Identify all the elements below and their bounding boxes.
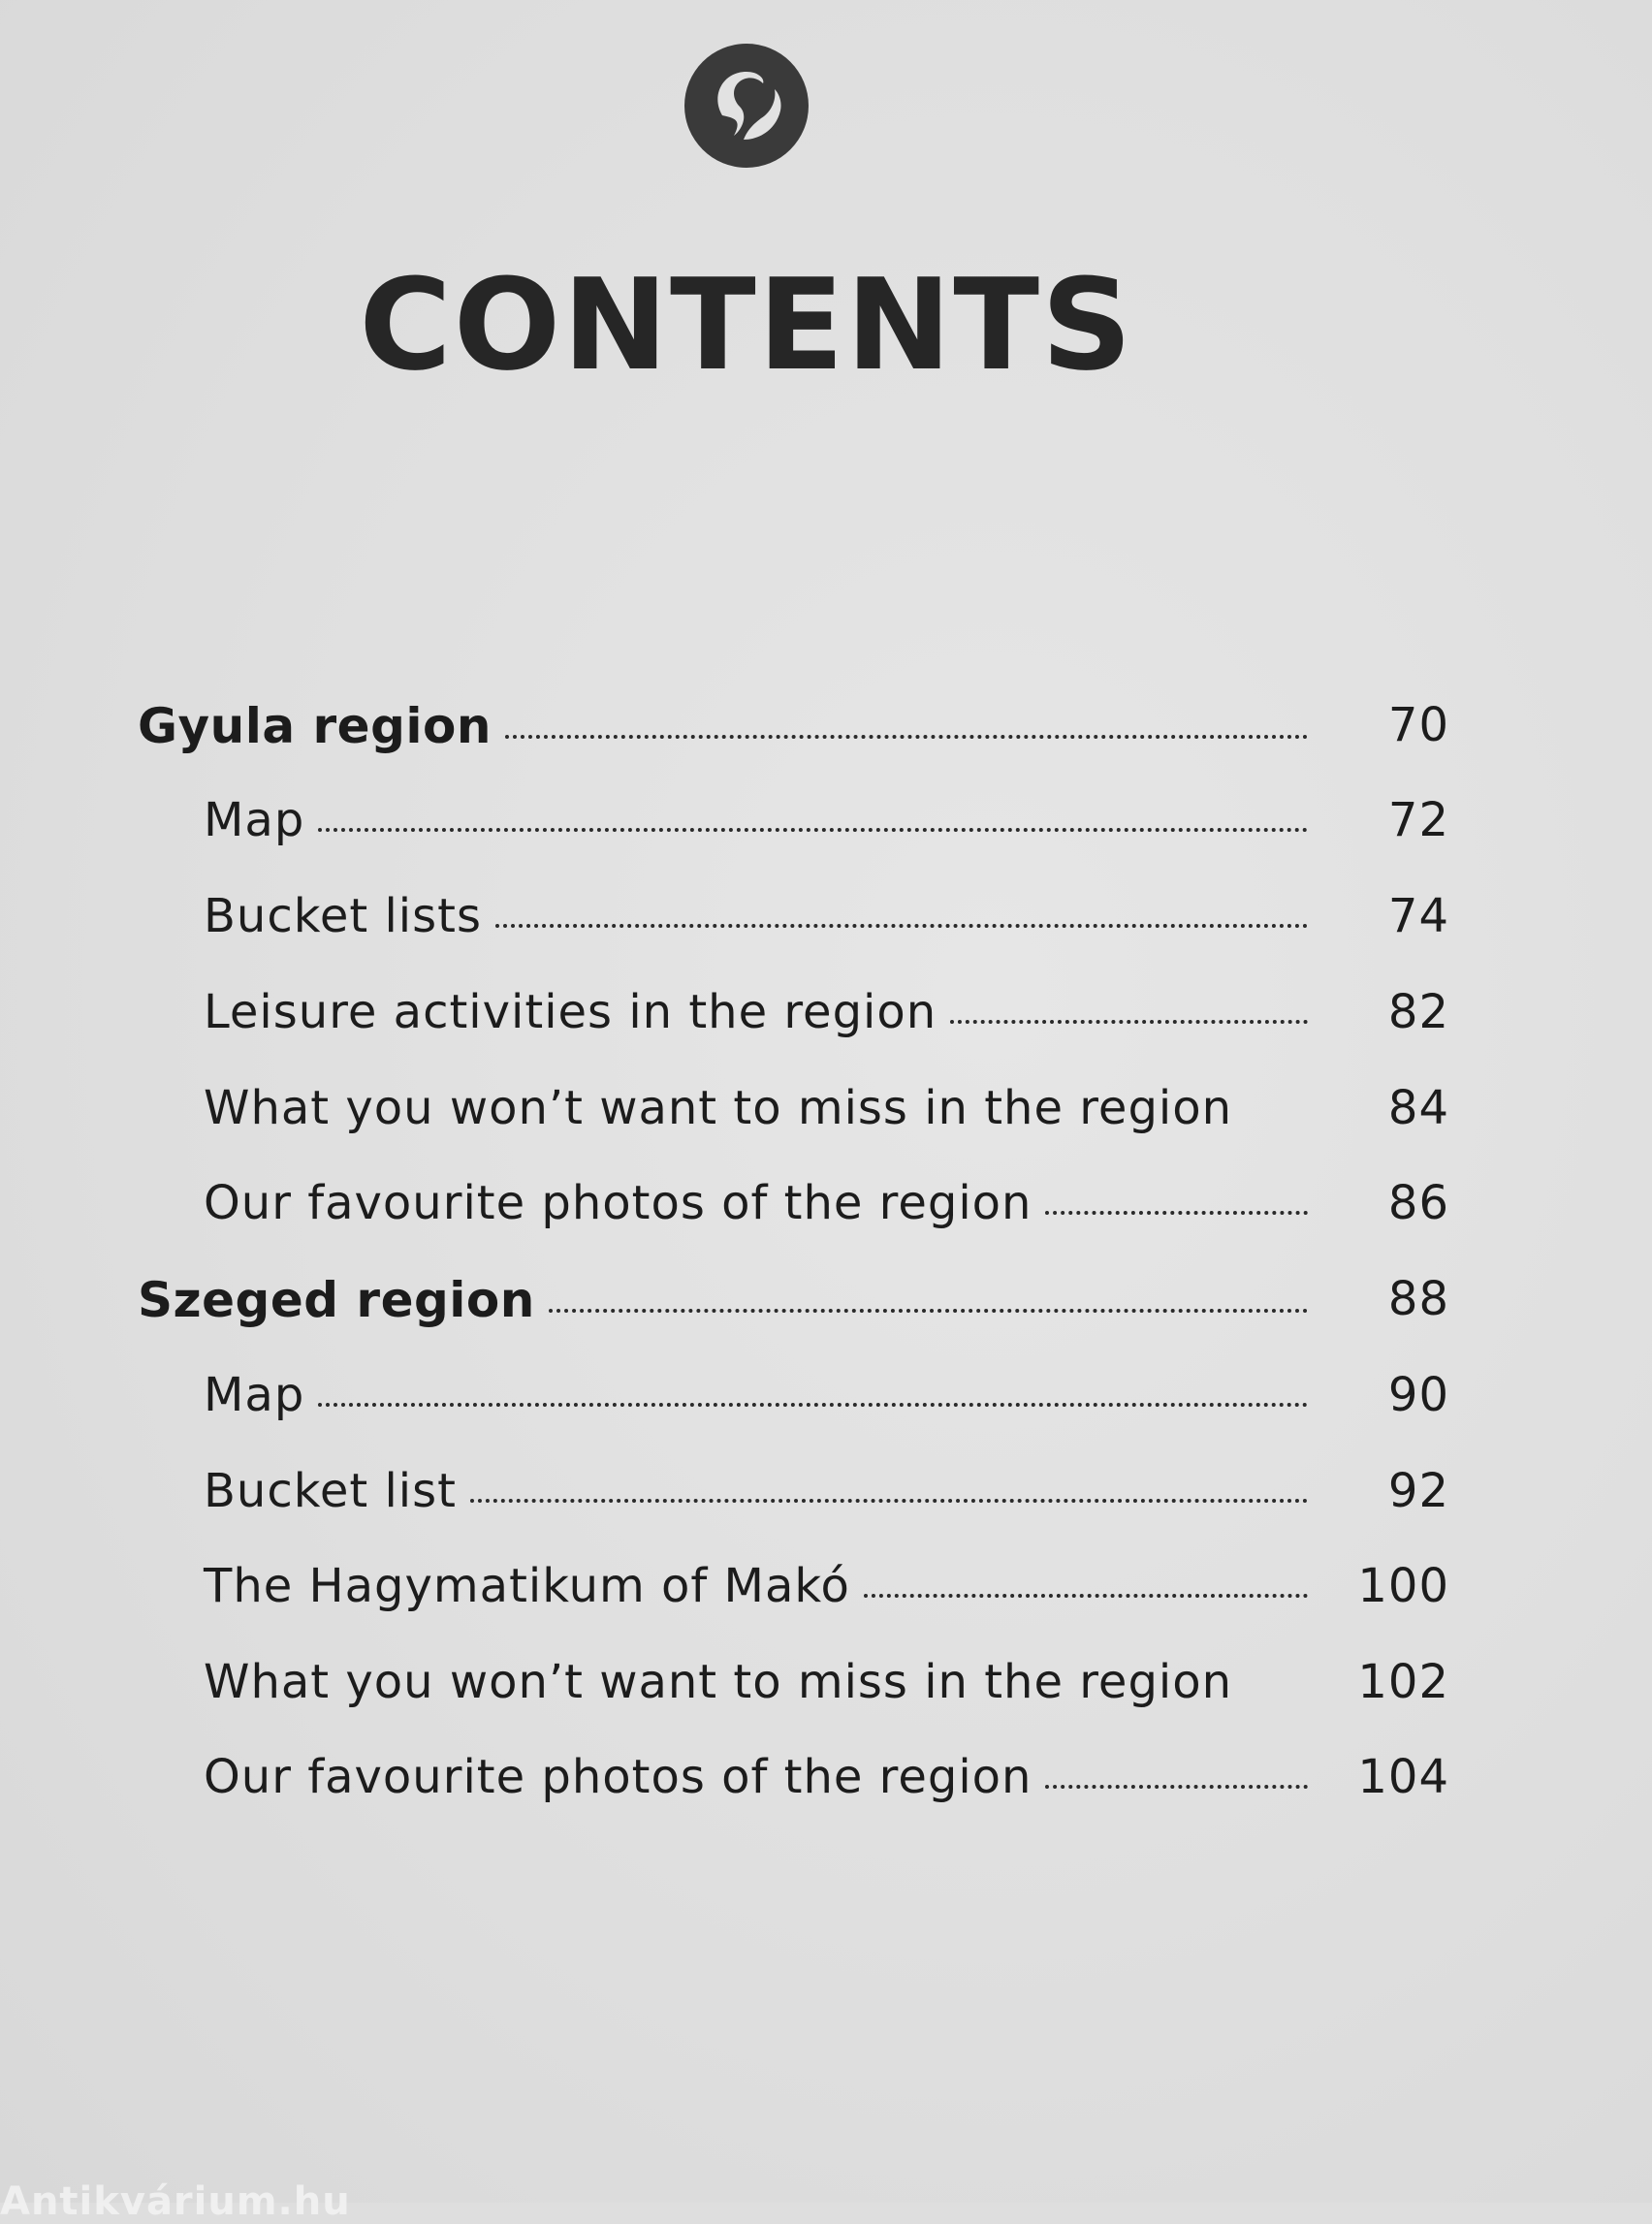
toc-entry-page: 84 <box>1387 1081 1449 1135</box>
toc-entry-map[interactable] <box>204 1368 1449 1436</box>
toc-entry-label: Map <box>204 793 305 847</box>
toc-entry-map[interactable] <box>204 793 1449 861</box>
dot-leader <box>1045 1211 1308 1215</box>
dot-leader <box>505 735 1308 739</box>
toc-entry-favourite-photos[interactable] <box>204 1176 1449 1244</box>
toc-entry-favourite-photos[interactable] <box>204 1750 1449 1818</box>
toc-entry-page: 88 <box>1387 1272 1449 1326</box>
dot-leader <box>549 1309 1308 1313</box>
toc-entry-leisure-activities[interactable] <box>204 985 1449 1053</box>
toc-entry-what-you-wont-miss[interactable] <box>204 1655 1449 1723</box>
toc-entry-page: 102 <box>1357 1655 1449 1709</box>
toc-entry-what-you-wont-miss[interactable] <box>204 1081 1449 1149</box>
toc-entry-label: Our favourite photos of the region <box>204 1176 1032 1230</box>
page-title: CONTENTS <box>359 251 1134 398</box>
dot-leader <box>318 828 1308 832</box>
toc-entry-page: 90 <box>1387 1368 1449 1422</box>
toc-entry-page: 82 <box>1387 985 1449 1039</box>
dot-leader <box>495 924 1308 928</box>
dot-leader <box>470 1499 1308 1503</box>
toc-entry-label: Gyula region <box>138 698 492 754</box>
toc-entry-page: 70 <box>1387 698 1449 752</box>
dot-leader <box>950 1020 1308 1024</box>
toc-entry-page: 74 <box>1387 889 1449 943</box>
toc-entry-bucket-lists[interactable] <box>204 889 1449 957</box>
toc-entry-label: Leisure activities in the region <box>204 985 937 1039</box>
toc-entry-label: Bucket list <box>204 1464 457 1518</box>
toc-entry-label: What you won’t want to miss in the region <box>204 1081 1233 1135</box>
toc-entry-label: Map <box>204 1368 305 1422</box>
toc-entry-gyula-region[interactable] <box>138 698 1449 766</box>
toc-entry-hagymatikum[interactable] <box>204 1559 1449 1627</box>
toc-entry-szeged-region[interactable] <box>138 1272 1449 1340</box>
toc-entry-page: 104 <box>1357 1750 1449 1804</box>
watermark: Antikvárium.hu <box>0 2179 351 2224</box>
toc-entry-label: Szeged region <box>138 1272 535 1328</box>
toc-entry-page: 86 <box>1387 1176 1449 1230</box>
dot-leader <box>1045 1785 1308 1789</box>
dot-leader <box>318 1403 1308 1407</box>
toc-entry-page: 92 <box>1387 1464 1449 1518</box>
toc-entry-label: What you won’t want to miss in the region <box>204 1655 1233 1709</box>
toc-entry-label: Bucket lists <box>204 889 482 943</box>
dot-leader <box>864 1594 1308 1598</box>
toc-entry-label: The Hagymatikum of Makó <box>204 1559 850 1613</box>
toc-entry-label: Our favourite photos of the region <box>204 1750 1032 1804</box>
toc-entry-bucket-list[interactable] <box>204 1464 1449 1532</box>
toc-entry-page: 100 <box>1357 1559 1449 1613</box>
toc-entry-page: 72 <box>1387 793 1449 847</box>
